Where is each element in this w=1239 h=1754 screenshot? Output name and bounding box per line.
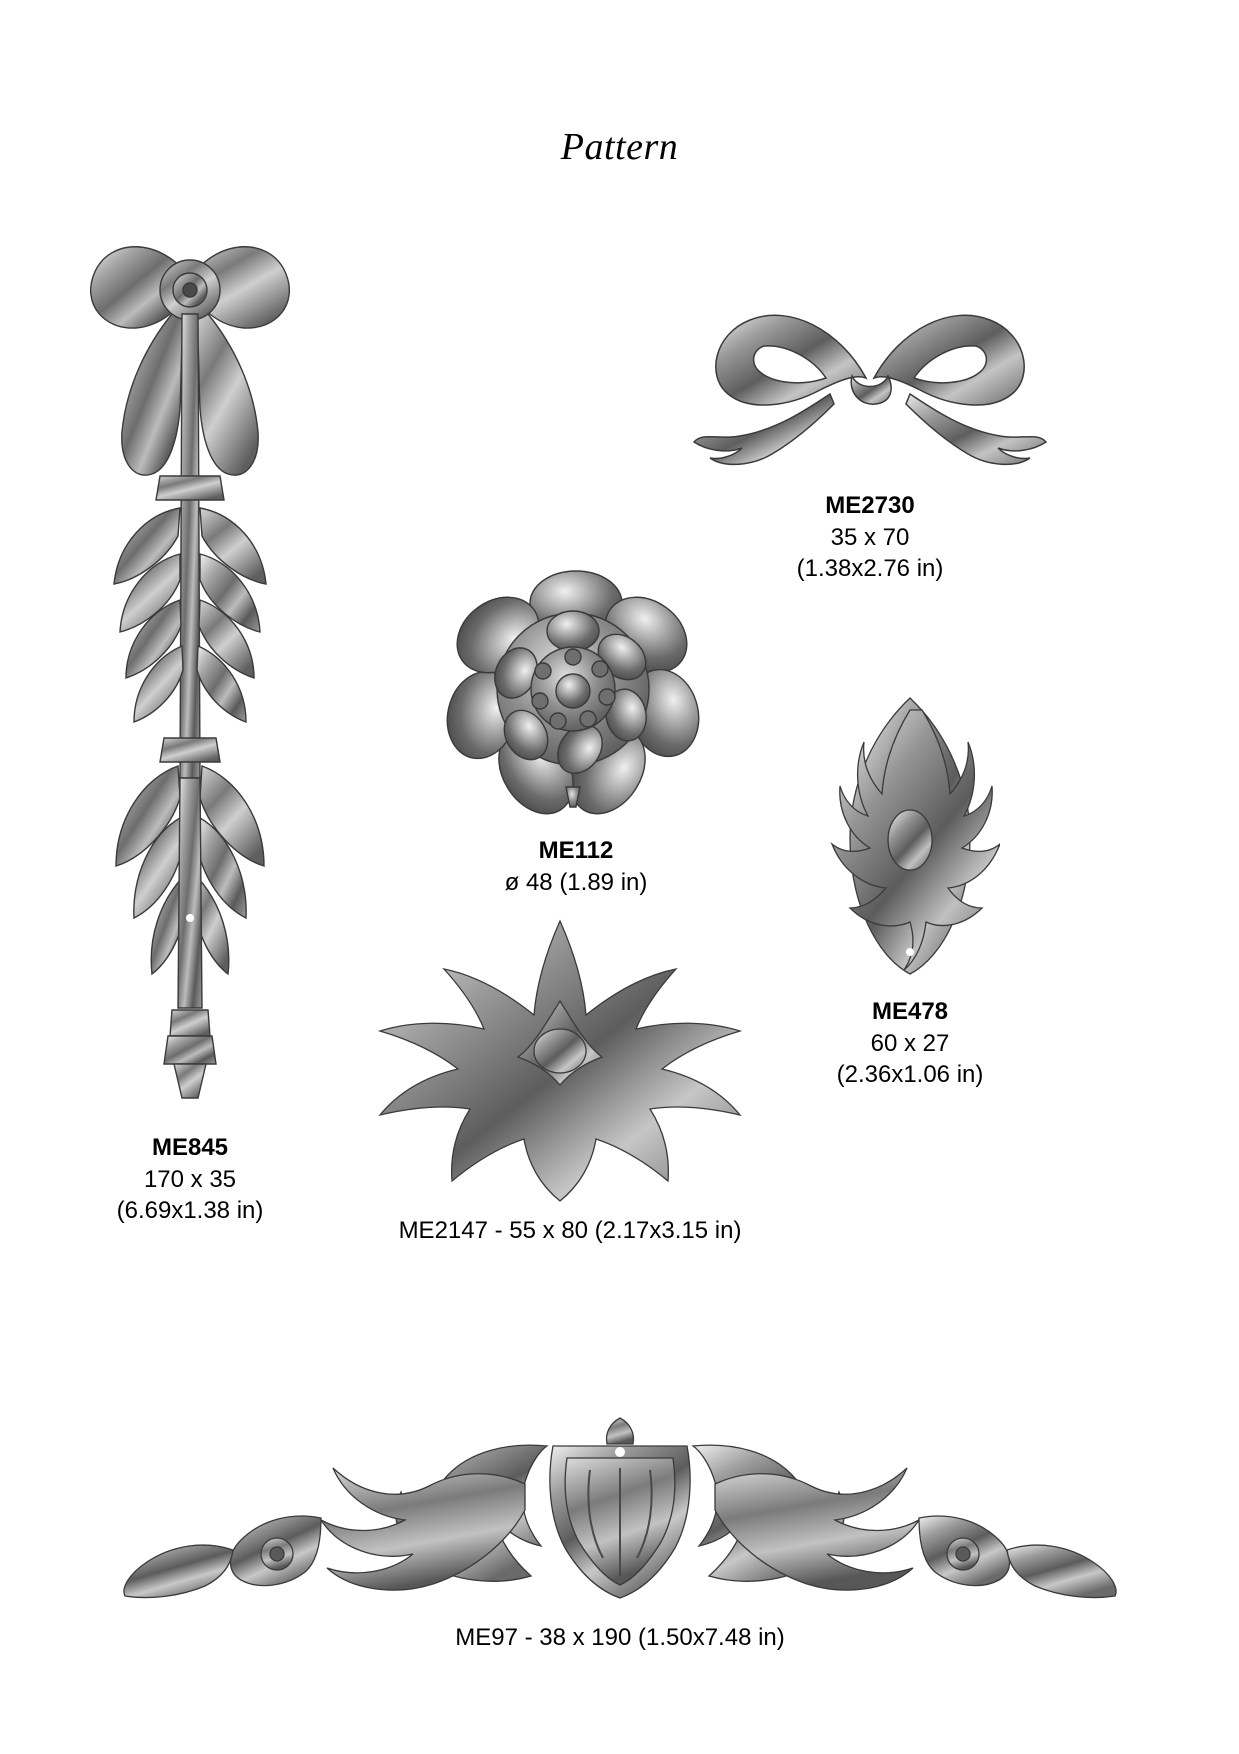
caption-me97 — [55, 1624, 1185, 1652]
ornament-acanthus-diamond-icon — [340, 905, 800, 1205]
caption-me112 — [440, 835, 712, 898]
caption-me845 — [60, 1132, 320, 1227]
product-me845 — [60, 218, 320, 1227]
product-me2147 — [340, 905, 800, 1245]
product-size-mm-me2730: 35 x 70 — [830, 523, 910, 551]
product-me478 — [790, 690, 1030, 1091]
product-me112 — [440, 565, 712, 898]
ornament-rosette-round-icon — [440, 565, 712, 823]
ornament-acanthus-oval-icon — [820, 690, 1030, 980]
product-me2730 — [680, 290, 1060, 585]
ornament-ribbon-bow-icon — [680, 290, 1060, 480]
product-code-me97: ME97 - — [455, 1624, 533, 1651]
product-code-me2730: ME2730 — [825, 492, 915, 519]
ornament-swan-crest-panel-icon — [55, 1400, 1185, 1610]
product-size-me97: 38 x 190 (1.50x7.48 in) — [539, 1624, 785, 1651]
caption-me2147 — [340, 1217, 800, 1245]
page-title: Pattern — [560, 126, 679, 168]
product-code-me845: ME845 — [151, 1134, 229, 1161]
product-code-me112: ME112 — [538, 837, 614, 864]
product-code-me478: ME478 — [871, 998, 949, 1025]
product-size-me2147: 55 x 80 (2.17x3.15 in) — [509, 1217, 742, 1244]
product-size-mm-me478: 60 x 27 — [870, 1029, 950, 1057]
product-separator-me2147: - — [487, 1217, 510, 1244]
product-code-me2147: ME2147 — [398, 1217, 488, 1244]
caption-me2730 — [680, 490, 1060, 585]
product-size-in-me478: (2.36x1.06 in) — [836, 1061, 984, 1089]
caption-me478 — [790, 996, 1030, 1091]
product-size-in-me845: (6.69x1.38 in) — [116, 1197, 264, 1225]
ornament-ribbon-laurel-drop-icon — [60, 218, 320, 1118]
product-size-mm-me845: 170 x 35 — [143, 1165, 237, 1193]
product-size-me112: ø 48 (1.89 in) — [504, 868, 648, 896]
product-me97 — [55, 1400, 1185, 1652]
product-size-in-me2730: (1.38x2.76 in) — [796, 555, 944, 583]
